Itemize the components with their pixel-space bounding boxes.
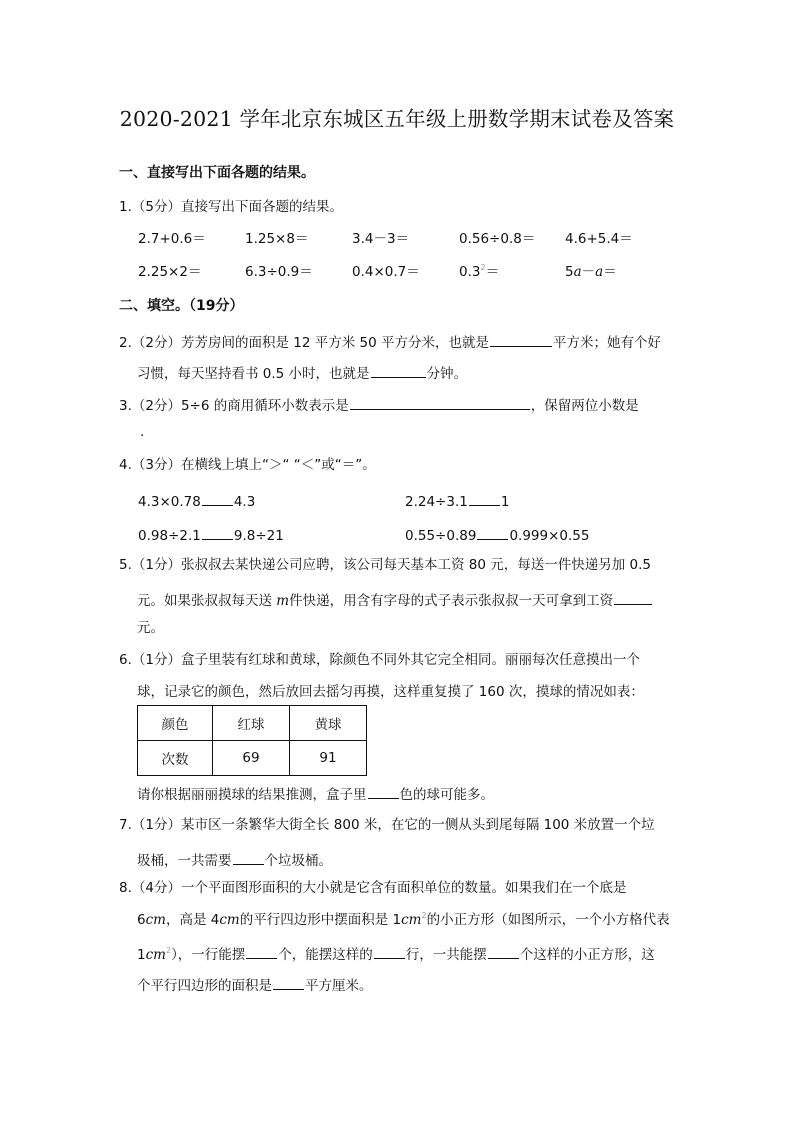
question-5-line-1: 5.（1分）张叔叔去某快递公司应聘，该公司每天基本工资 80 元，每送一件快递另加 0.5 [119,557,651,573]
question-text: 个垃圾桶。 [264,853,332,869]
question-text: 平方厘米。 [305,978,373,994]
calc-base: 0.3 [459,264,481,280]
question-text: ，高是 4 [165,912,220,928]
document-title: 2020-2021 学年北京东城区五年级上册数学期末试卷及答案 [119,107,675,131]
question-7-line-2 [137,851,332,869]
answer-blank[interactable] [469,492,500,506]
calc-item: 0.56÷0.8＝ [459,231,536,247]
variable: a [573,264,582,280]
compare-right: 0.999×0.55 [509,528,590,544]
calc-item: 1.25×8＝ [245,231,309,247]
question-text: 行，一共能摆 [405,947,487,963]
compare-left: 0.98÷2.1 [138,528,201,544]
compare-item [405,492,509,510]
table-cell: 颜色 [138,706,213,741]
answer-blank[interactable] [477,526,508,540]
question-6-line-2: 球，记录它的颜色，然后放回去摇匀再摸，这样重复摸了 160 次，摸球的情况如表： [137,684,644,700]
question-text: 个，能摆这样的 [278,947,373,963]
question-8-line-3 [137,945,655,963]
answer-blank[interactable] [350,396,530,410]
question-4-label: 4.（3分）在横线上填上“＞“ “＜”或“＝”。 [119,457,376,473]
variable: a [595,264,604,280]
question-text: 色的球可能多。 [399,787,494,803]
answer-blank[interactable] [614,591,652,605]
answer-blank[interactable] [202,492,233,506]
unit: cm [145,912,166,928]
question-5-line-3: 元。 [137,620,164,636]
calc-equals: ＝ [603,264,617,280]
question-text: 2.（2分）芳芳房间的面积是 12 平方米 50 平方分米，也就是 [119,335,489,351]
question-text: 圾桶，一共需要 [137,853,232,869]
compare-right: 4.3 [233,494,256,510]
calc-item: 2.7+0.6＝ [138,231,206,247]
question-text: 3.（2分）5÷6 的商用循环小数表示是 [119,398,349,414]
question-6-line-1: 6.（1分）盒子里装有红球和黄球，除颜色不同外其它完全相同。丽丽每次任意摸出一个 [119,652,640,668]
answer-blank[interactable] [490,333,552,347]
question-text: 1 [137,947,146,963]
question-text: 的小正方形（如图所示，一个小方格代表 [426,912,670,928]
answer-blank[interactable] [374,945,405,959]
table-cell: 次数 [138,741,213,776]
calc-item-square [459,263,500,280]
question-6-line-3 [137,785,494,803]
question-text: 个这样的小正方形，这 [519,947,655,963]
question-8-line-2 [137,911,670,928]
question-text: 请你根据丽丽摸球的结果推测，盒子里 [137,787,367,803]
question-text: 习惯，每天坚持看书 0.5 小时，也就是 [137,366,370,382]
question-text: 6 [137,912,146,928]
table-row [138,741,367,776]
answer-blank[interactable] [202,526,233,540]
compare-item [138,526,284,544]
calc-item: 0.4×0.7＝ [352,264,420,280]
exponent: 2 [480,263,486,272]
question-text: 的平行四边形中摆面积是 1 [239,912,402,928]
question-8-line-4 [137,976,373,994]
question-5-line-2 [137,591,653,609]
table-cell: 红球 [213,706,290,741]
section-heading-1: 一、直接写出下面各题的结果。 [119,165,315,181]
question-3-line-2: . [140,424,145,440]
compare-left: 0.55÷0.89 [405,528,477,544]
question-7-line-1: 7.（1分）某市区一条繁华大街全长 800 米，在它的一侧从头到尾每隔 100 米放置一个垃 [119,817,655,833]
table-cell: 黄球 [290,706,367,741]
section-heading-2: 二、填空。（19分） [119,298,244,314]
unit: cm [401,912,422,928]
compare-right: 9.8÷21 [233,528,284,544]
answer-blank[interactable] [368,785,399,799]
question-8-line-1: 8.（4分）一个平面图形面积的大小就是它含有面积单位的数量。如果我们在一个底是 [119,880,627,896]
table-cell: 69 [213,741,290,776]
compare-left: 4.3×0.78 [138,494,201,510]
compare-item [405,526,589,544]
unit: cm [145,947,166,963]
calc-item: 2.25×2＝ [138,264,202,280]
answer-blank[interactable] [233,851,264,865]
question-text: 件快递，用含有字母的式子表示张叔叔一天可拿到工资 [289,593,614,609]
exponent: 2 [421,911,427,920]
answer-blank[interactable] [371,364,426,378]
calc-item-variable [565,266,617,280]
operator: － [581,264,596,280]
question-1-label: 1.（5分）直接写出下面各题的结果。 [119,199,343,215]
answer-blank[interactable] [273,976,304,990]
unit: cm [219,912,240,928]
question-text: 元。如果张叔叔每天送 [137,593,277,609]
question-text: 平方米；她有个好 [553,335,661,351]
coefficient: 5 [565,264,574,280]
question-text: ，保留两位小数是 [530,398,639,414]
calc-item: 3.4－3＝ [352,231,410,247]
calc-item: 6.3÷0.9＝ [245,264,313,280]
exponent: 2 [165,946,172,955]
frequency-table [137,705,367,776]
compare-right: 1 [500,494,510,510]
answer-blank[interactable] [488,945,519,959]
question-text: 分钟。 [426,366,468,382]
calc-item: 4.6+5.4＝ [565,231,633,247]
compare-left: 2.24÷3.1 [405,494,468,510]
table-row [138,706,367,741]
question-2-line-1 [119,333,661,351]
question-3-line-1 [119,396,639,414]
answer-blank[interactable] [246,945,277,959]
question-text: 个平行四边形的面积是 [137,978,272,994]
table-cell: 91 [290,741,367,776]
variable: m [276,593,290,609]
question-2-line-2 [137,364,467,382]
compare-item [138,492,255,510]
calc-equals: ＝ [485,264,500,280]
question-text: ），一行能摆 [171,947,246,963]
